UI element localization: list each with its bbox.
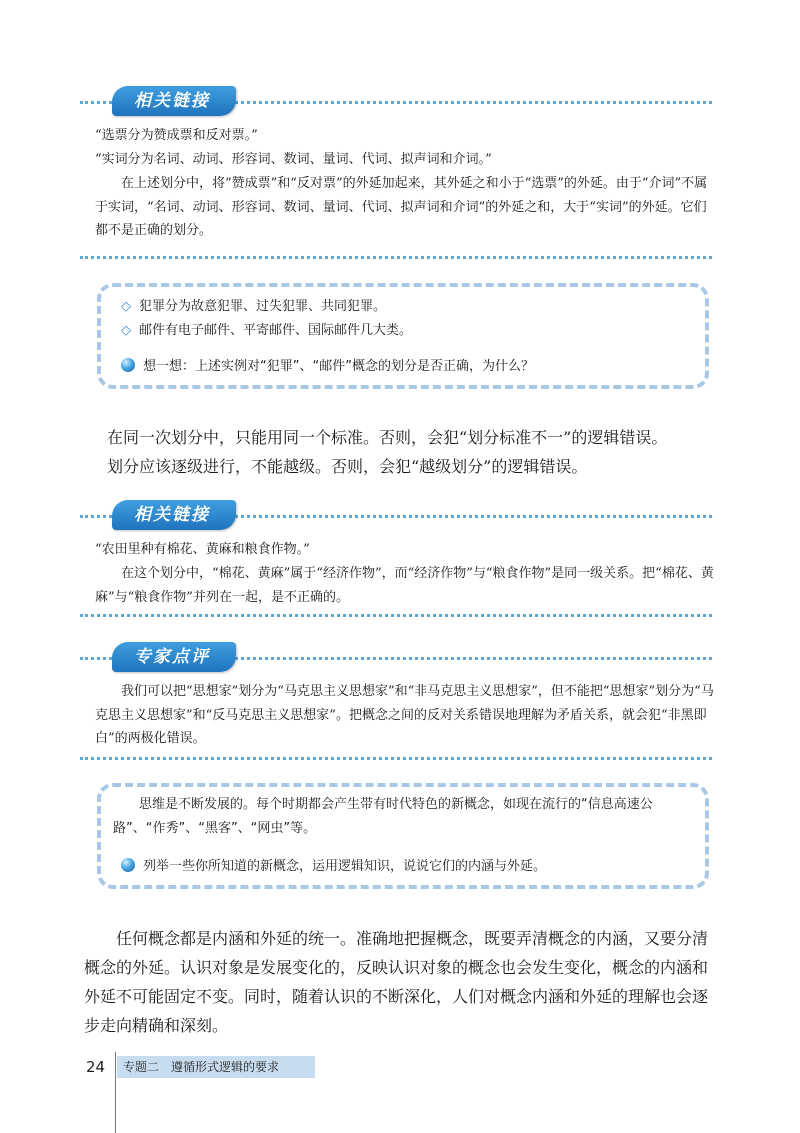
quote-line: “实词分为名词、动词、形容词、数词、量词、代词、拟声词和介词。” [95, 152, 492, 167]
footer-chapter-bar [117, 1056, 315, 1078]
explanation-paragraph: 在上述划分中，将“赞成票”和“反对票”的外延加起来，其外延之和小于“选票”的外延。由于“介词”不属于实词，“名词、动词、形容词、数词、量词、代词、拟声词和介词”的外延之和，大于“实词”的外延。它们都不是正确的划分。 [95, 176, 708, 238]
example-item-text: 邮件有电子邮件、平寄邮件、国际邮件几大类。 [139, 323, 413, 338]
main-paragraph: 任何概念都是内涵和外延的统一。准确地把握概念，既要弄清概念的内涵，又要分清概念的外延。认识对象是发展变化的，反映认识对象的概念也会发生变化，概念的内涵和外延不可能固定不变。同时，随着认识的不断深化，人们对概念内涵和外延的理解也会逐步走向精确和深刻。 [84, 929, 709, 1035]
example-box [97, 283, 709, 389]
diamond-bullet-icon: ◇ [121, 299, 131, 314]
quote-line: “选票分为赞成票和反对票。” [95, 128, 258, 143]
main-text-line: 在同一次划分中，只能用同一个标准。否则，会犯“划分标准不一”的逻辑错误。 [107, 428, 668, 447]
page-number: 24 [86, 1058, 106, 1076]
section-badge-related-links: 相关链接 [112, 86, 236, 116]
footer-title: 遵循形式逻辑的要求 [171, 1060, 280, 1074]
globe-bullet-icon [121, 858, 135, 872]
divider-dotted [80, 757, 712, 760]
thinking-paragraph: 思维是不断发展的。每个时期都会产生带有时代特色的新概念，如现在流行的“信息高速公路”、“作秀”、“黑客”、“网虫”等。 [113, 797, 653, 836]
quote-line: “农田里种有棉花、黄麻和粮食作物。” [95, 542, 310, 557]
footer-topic: 专题二 [123, 1060, 160, 1074]
footer-vertical-rule [115, 1052, 116, 1133]
example-item [121, 321, 412, 341]
example-item-text: 犯罪分为故意犯罪、过失犯罪、共同犯罪。 [139, 299, 387, 314]
think-prompt-text: 列举一些你所知道的新概念，运用逻辑知识，说说它们的内涵与外延。 [143, 859, 547, 874]
divider-dotted [80, 256, 712, 259]
think-prompt [121, 357, 534, 377]
expert-paragraph: 我们可以把“思想家”划分为“马克思主义思想家”和“非马克思主义思想家”，但不能把“思想家”划分为“马克思主义思想家”和“反马克思主义思想家”。把概念之间的反对关系错误地理解为矛盾关系，就会犯“非黑即白”的两极化错误。 [95, 684, 714, 746]
divider-dotted [80, 614, 712, 617]
thinking-box [97, 783, 709, 889]
globe-bullet-icon [121, 358, 135, 372]
diamond-bullet-icon: ◇ [121, 323, 131, 338]
think-prompt-text: 想一想：上述实例对“犯罪”、“邮件”概念的划分是否正确，为什么？ [143, 359, 534, 374]
example-item [121, 297, 386, 317]
think-prompt [121, 857, 546, 877]
section-badge-expert-review: 专家点评 [112, 642, 236, 672]
main-text-line: 划分应该逐级进行，不能越级。否则，会犯“越级划分”的逻辑错误。 [107, 457, 588, 476]
section-badge-related-links: 相关链接 [112, 500, 236, 530]
explanation-paragraph: 在这个划分中，“棉花、黄麻”属于“经济作物”，而“经济作物”与“粮食作物”是同一级关系。把“棉花、黄麻”与“粮食作物”并列在一起，是不正确的。 [95, 566, 714, 605]
